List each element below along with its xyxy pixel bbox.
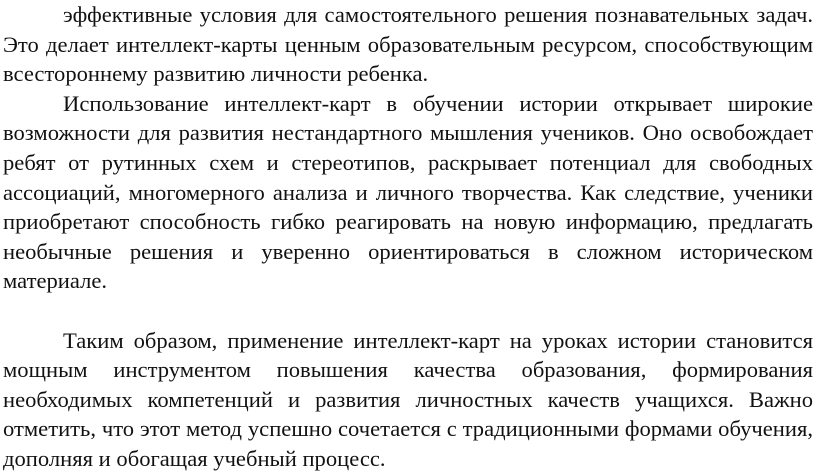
paragraph-conclusion: Таким образом, применение интеллект-карт на уроках истории становится мощным инструментом повышения качества образования, формирования необходимых компетенций и развития личностных качеств учащихся. Важно отметить, что этот метод успешно сочетается с традиционными формами обучения, дополняя и обогащая учебный процесс. <box>3 327 813 471</box>
paragraph-gap <box>3 296 813 326</box>
document-page <box>3 0 813 474</box>
paragraph-intellect-maps-resource: эффективные условия для самостоятельного решения познавательных задач. Это делает интеллект-карты ценным образовательным ресурсом, способствующим всестороннему развитию личности ребенка. <box>3 2 813 87</box>
paragraph-nonstandard-thinking: Использование интеллект-карт в обучении истории открывает широкие возможности для развития нестандартного мышления учеников. Оно освобождает ребят от рутинных схем и стереотипов, раскрывает потенциал для свободных ассоциаций, многомерного анализа и личного творчества. Как следствие, ученики приобретают способность гибко реагировать на новую информацию, предлагать необычные решения и уверенно ориентироваться в сложном историческом материале. <box>3 90 813 294</box>
